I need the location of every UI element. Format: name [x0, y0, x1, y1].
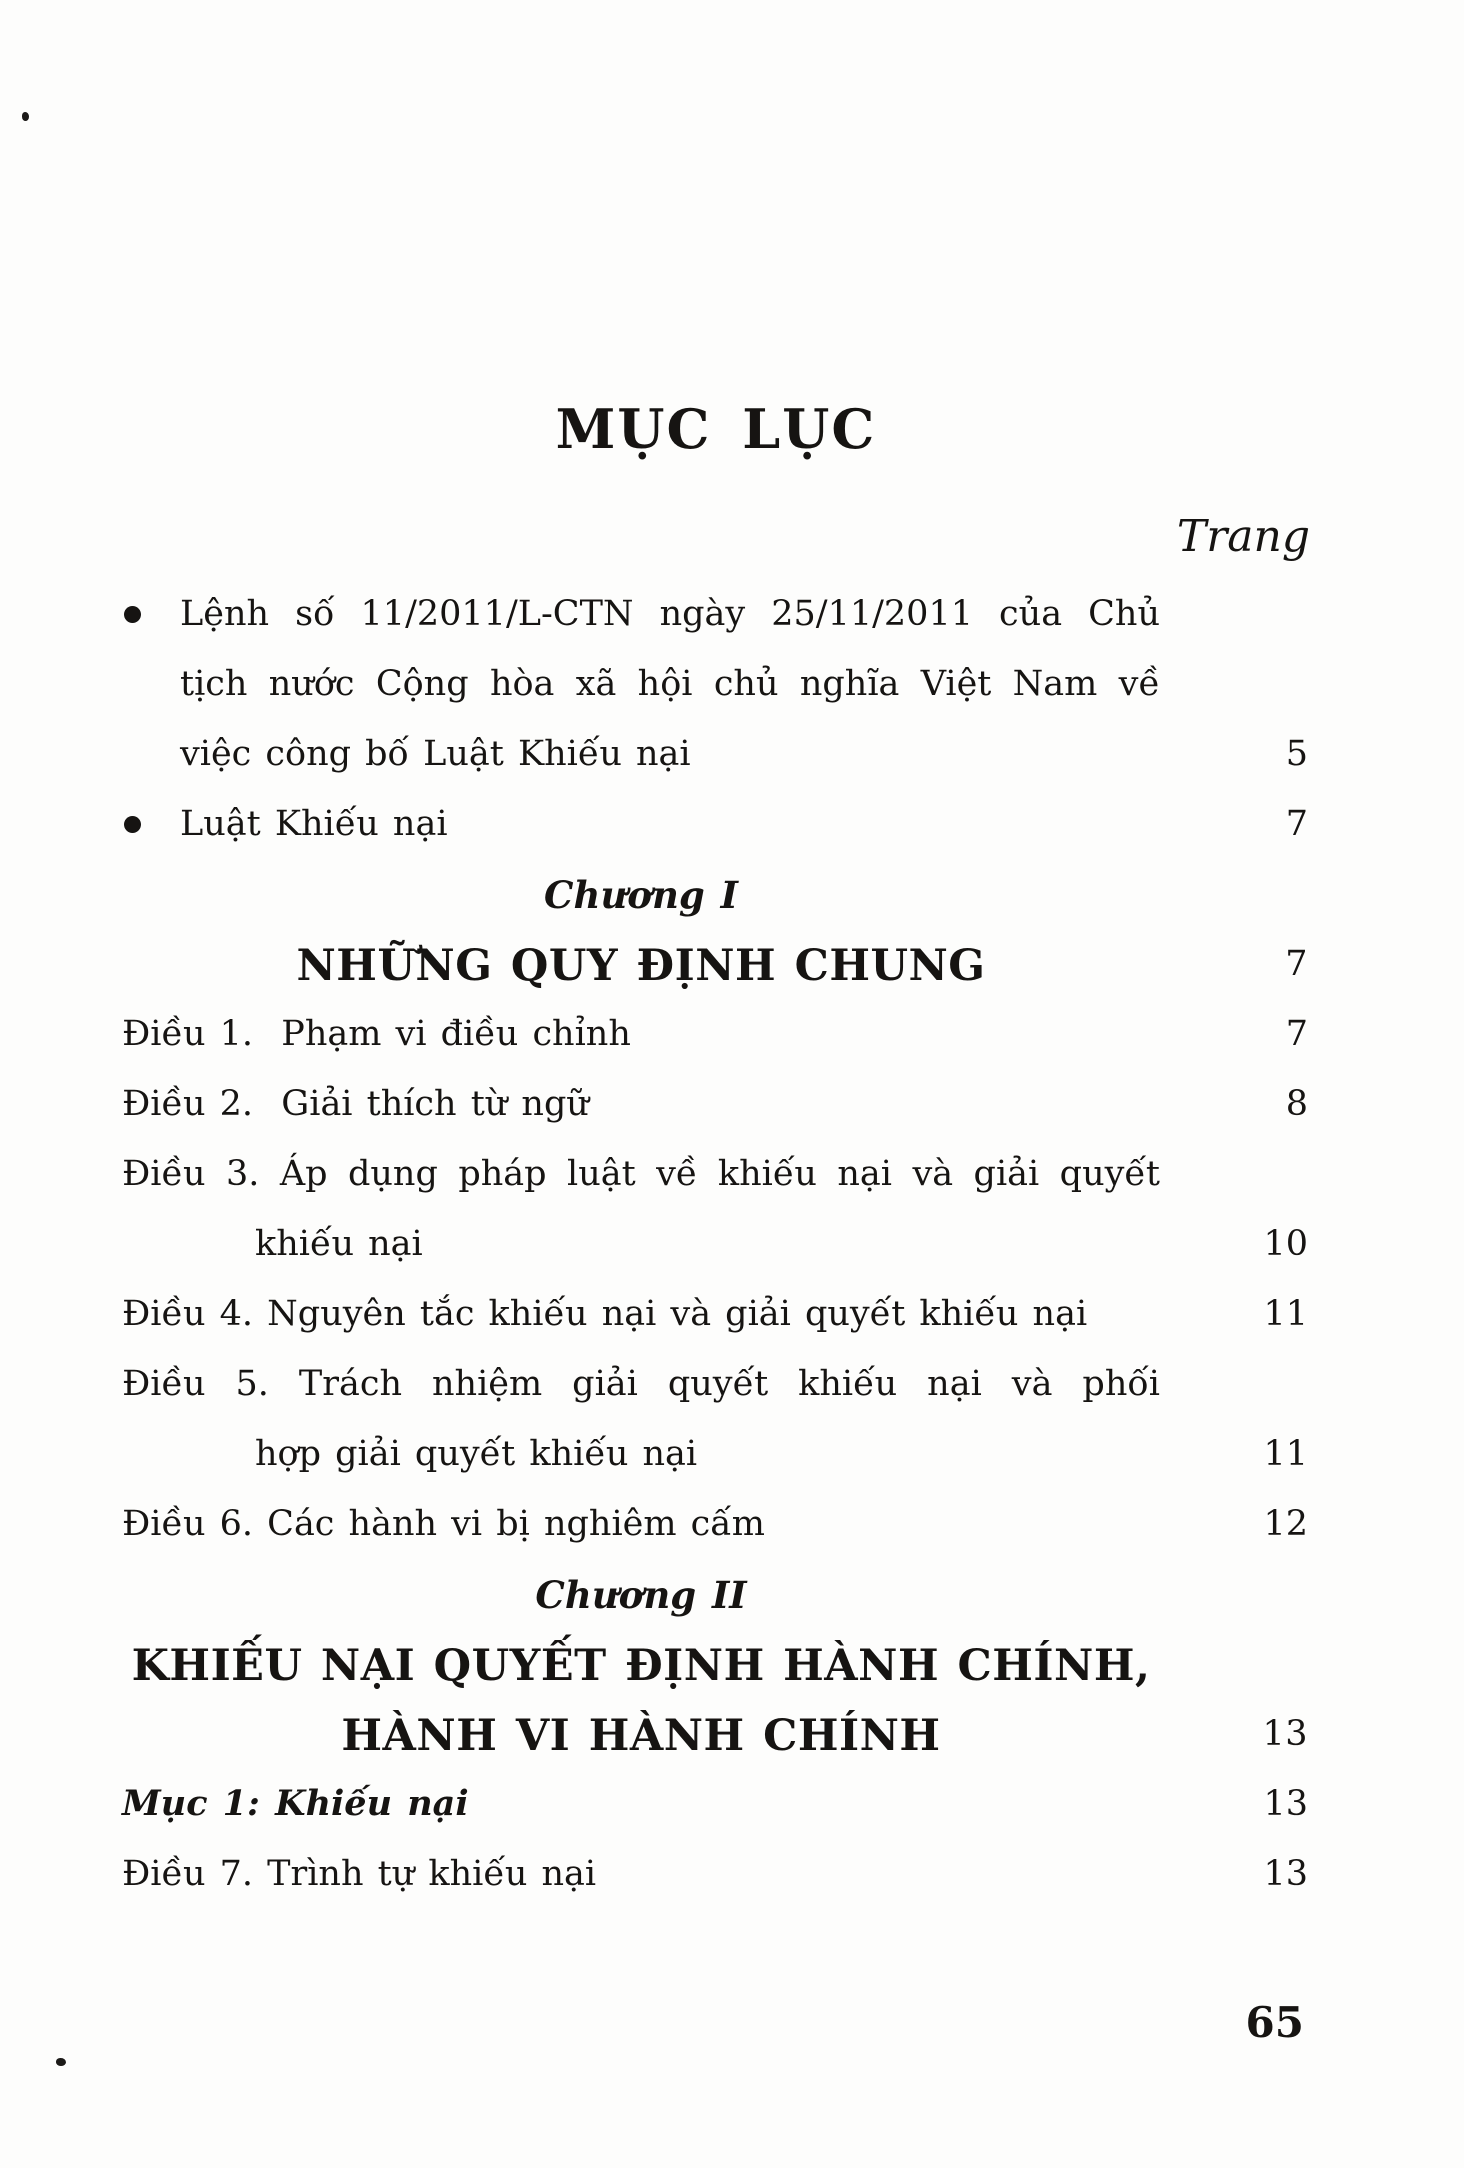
toc-entry-text: việc công bố Luật Khiếu nại — [180, 734, 691, 774]
page-number: 7 — [1285, 1014, 1308, 1054]
toc-entry-text: Mục 1: Khiếu nại — [122, 1783, 469, 1824]
page-number: 12 — [1263, 1504, 1308, 1544]
bullet-icon — [124, 816, 141, 833]
toc-row — [122, 801, 1310, 847]
chapter-label: Chương II — [535, 1573, 747, 1617]
toc-entry-text: Điều 4. Nguyên tắc khiếu nại và giải quyết khiếu nại — [122, 1294, 1088, 1334]
page-number: 13 — [1263, 1784, 1308, 1824]
toc-entry-text: Luật Khiếu nại — [180, 804, 448, 844]
toc-row — [122, 1851, 1310, 1897]
toc-chapter-row — [122, 1571, 1310, 1619]
chapter-label: Chương I — [544, 873, 738, 917]
toc-row — [122, 1781, 1310, 1827]
bullet-icon — [124, 606, 141, 623]
toc-entry-text: Điều 1. Phạm vi điều chỉnh — [122, 1014, 631, 1054]
toc-row — [122, 591, 1310, 637]
toc-entry-text: khiếu nại — [255, 1224, 423, 1264]
toc-entry-text: Điều 2. Giải thích từ ngữ — [122, 1084, 589, 1124]
footer-page-number: 65 — [1245, 1998, 1304, 2047]
page-number: 8 — [1285, 1084, 1308, 1124]
page-number: 11 — [1263, 1434, 1308, 1474]
section-title: NHỮNG QUY ĐỊNH CHUNG — [296, 941, 986, 991]
toc-row — [122, 731, 1310, 777]
toc-section-row — [122, 941, 1310, 991]
toc-row — [122, 1431, 1310, 1477]
toc-section-row — [122, 1711, 1310, 1761]
page-title: MỤC LỤC — [555, 397, 877, 461]
page-number: 11 — [1263, 1294, 1308, 1334]
toc-entry-text: Điều 7. Trình tự khiếu nại — [122, 1854, 597, 1894]
toc-row — [122, 1291, 1310, 1337]
toc-entry-text: Điều 5. Trách nhiệm giải quyết khiếu nại và phối — [122, 1364, 1160, 1404]
page-number: 13 — [1262, 1714, 1308, 1754]
toc-content — [122, 0, 1310, 1921]
toc-row — [122, 1501, 1310, 1547]
page-number: 7 — [1285, 944, 1308, 984]
toc-entry-text: tịch nước Cộng hòa xã hội chủ nghĩa Việt Nam về — [180, 664, 1160, 704]
page-number: 13 — [1263, 1854, 1308, 1894]
scan-speck-icon — [56, 2058, 66, 2066]
toc-entry-text: Điều 6. Các hành vi bị nghiêm cấm — [122, 1504, 765, 1544]
section-title: KHIẾU NẠI QUYẾT ĐỊNH HÀNH CHÍNH, — [131, 1641, 1151, 1691]
page-number: 7 — [1285, 804, 1308, 844]
toc-row — [122, 1221, 1310, 1267]
scan-speck-icon — [22, 112, 29, 121]
toc-entry-text: Điều 3. Áp dụng pháp luật về khiếu nại và giải quyết — [122, 1154, 1160, 1194]
toc-row — [122, 1151, 1310, 1197]
page-column-header: Trang — [1176, 511, 1310, 562]
page-number: 5 — [1285, 734, 1308, 774]
toc-row — [122, 1081, 1310, 1127]
toc-section-row — [122, 1641, 1310, 1691]
toc-chapter-row — [122, 871, 1310, 919]
section-title: HÀNH VI HÀNH CHÍNH — [341, 1711, 941, 1761]
toc-row — [122, 661, 1310, 707]
toc-entry-text: Lệnh số 11/2011/L-CTN ngày 25/11/2011 của Chủ — [180, 594, 1160, 634]
toc-entry-text: hợp giải quyết khiếu nại — [255, 1434, 698, 1474]
page-number: 10 — [1263, 1224, 1308, 1264]
toc-row — [122, 1011, 1310, 1057]
toc-row — [122, 1361, 1310, 1407]
